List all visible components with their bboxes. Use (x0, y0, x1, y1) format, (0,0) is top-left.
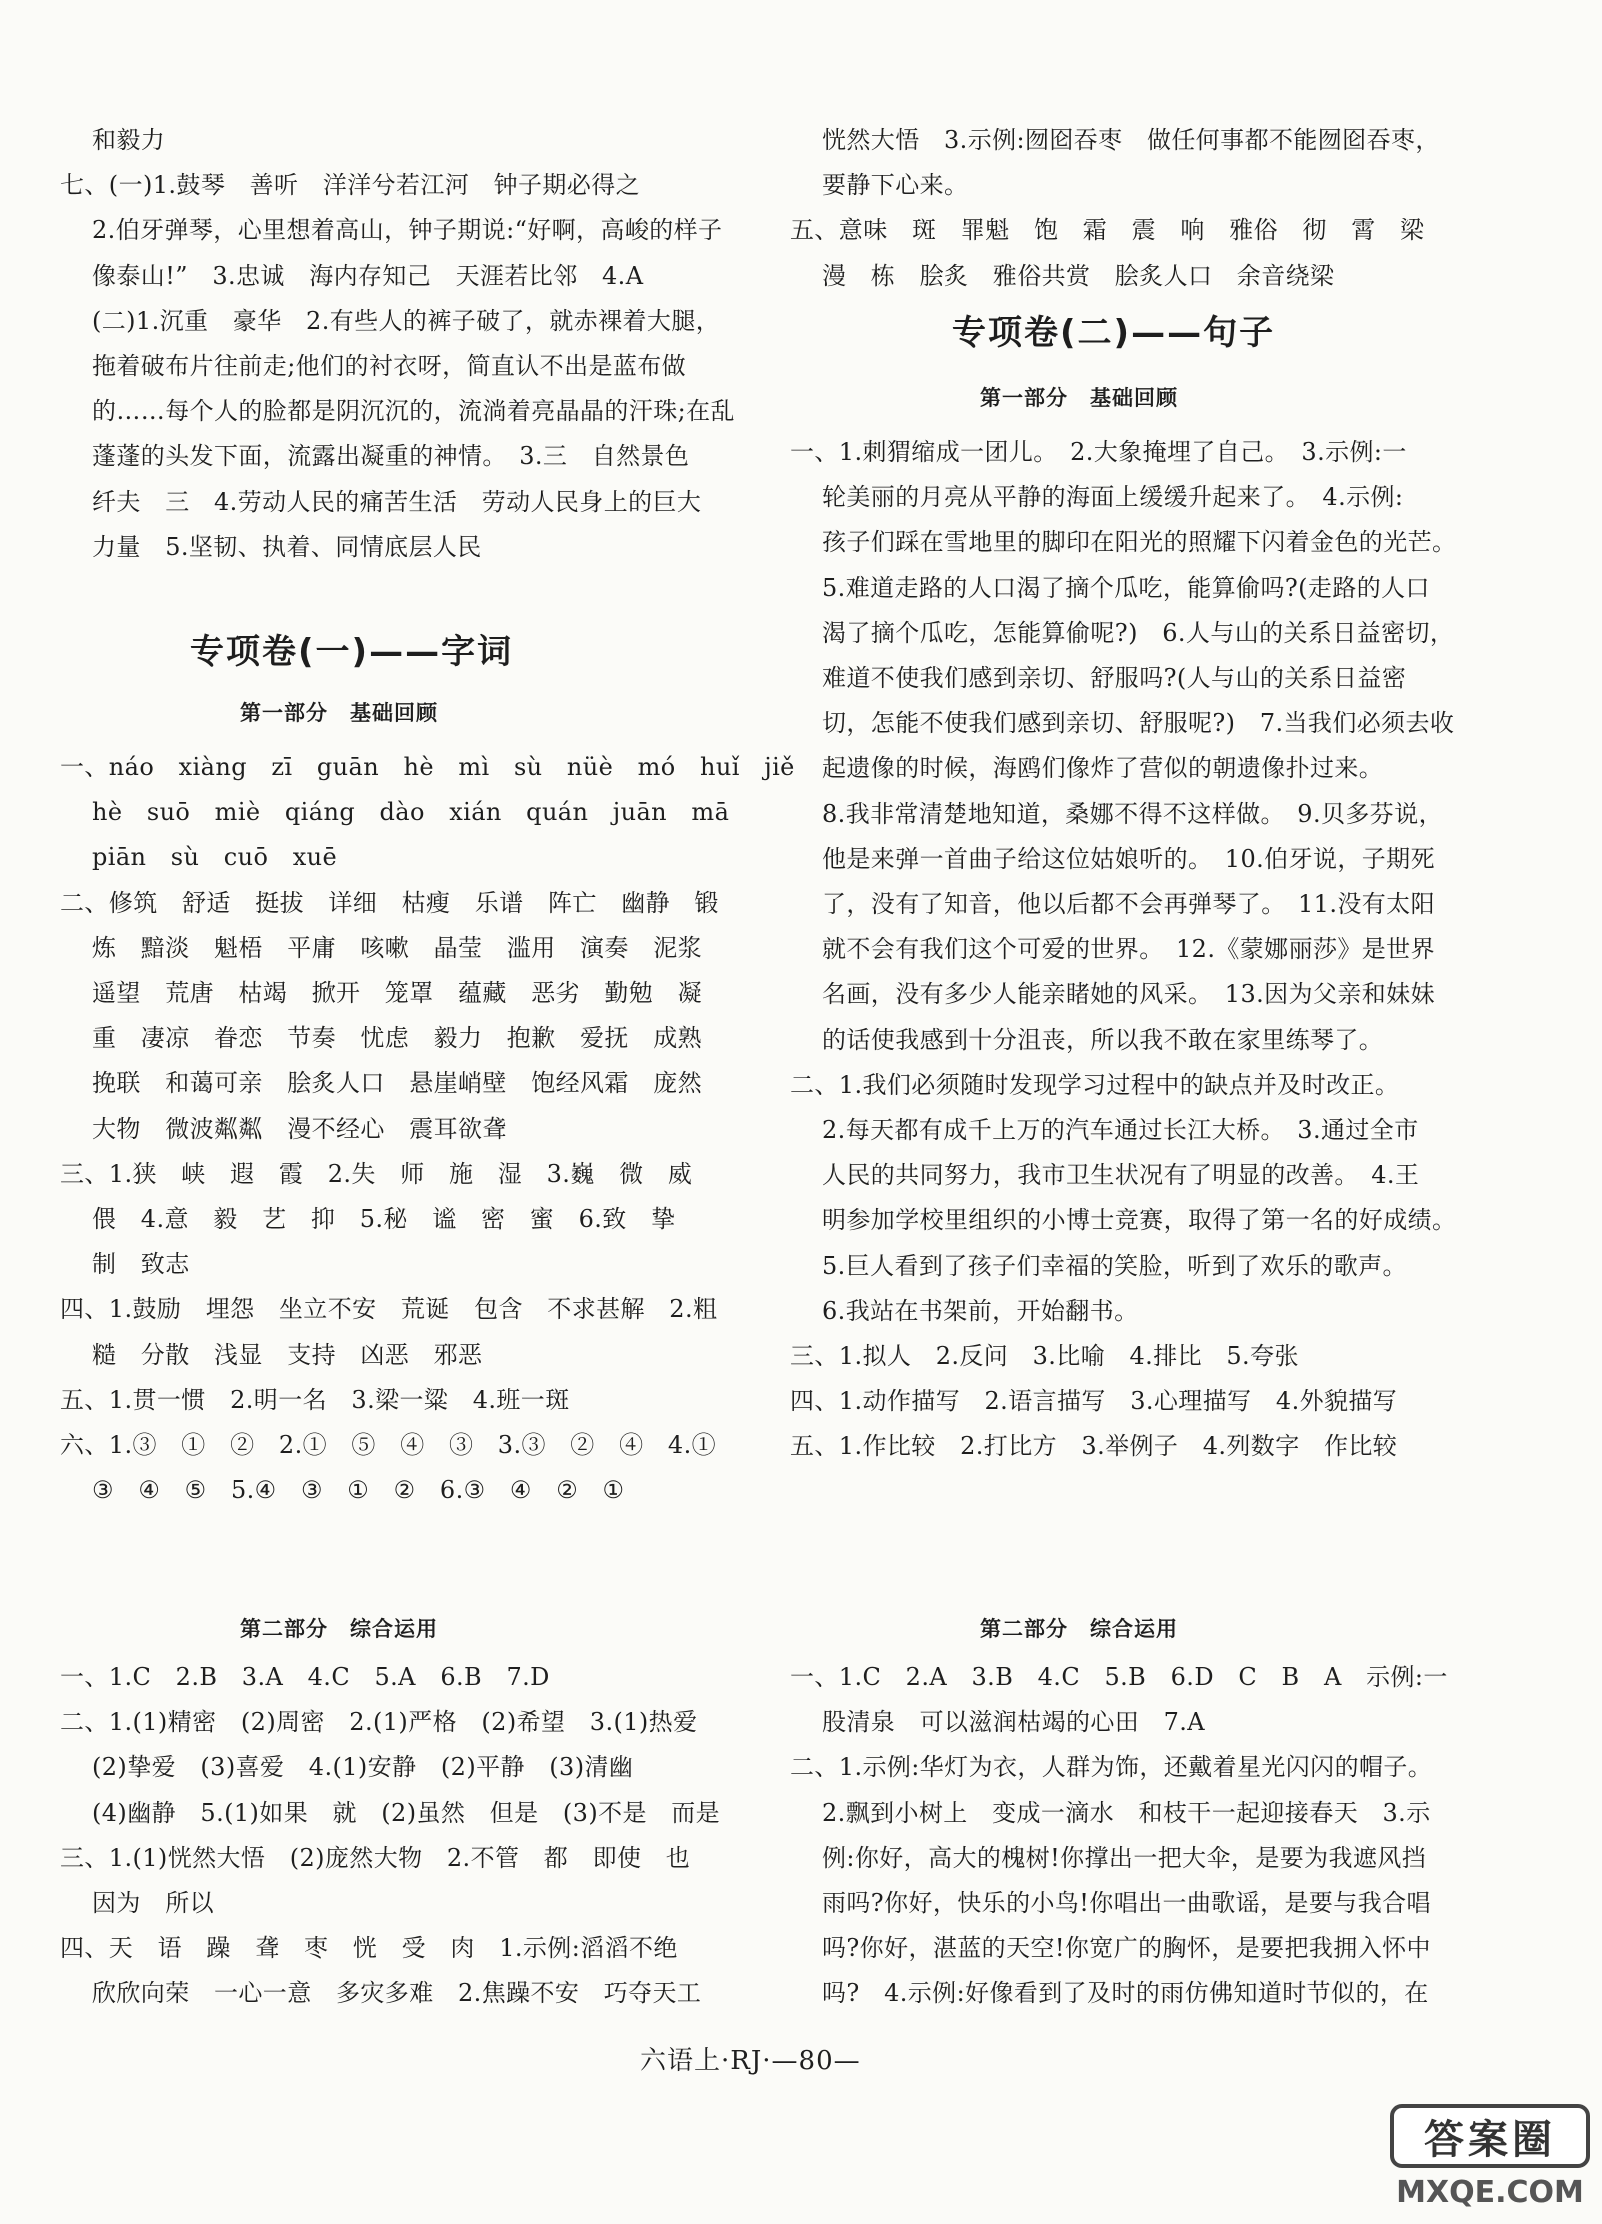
text-line: 的……每个人的脸都是阴沉沉的，流淌着亮晶晶的汗珠;在乱 (92, 397, 735, 425)
text-line: 8.我非常清楚地知道，桑娜不得不这样做。 9.贝多芬说， (822, 800, 1443, 828)
text-line: 他是来弹一首曲子给这位姑娘听的。 10.伯牙说，子期死 (822, 845, 1435, 873)
text-line: 炼 黯淡 魁梧 平庸 咳嗽 晶莹 滥用 演奏 泥浆 (92, 934, 702, 962)
text-line: 四、1.鼓励 埋怨 坐立不安 荒诞 包含 不求甚解 2.粗 (60, 1295, 718, 1323)
watermark-logo (1390, 2104, 1590, 2214)
text-line: 五、1.贯一惯 2.明一名 3.梁一粱 4.班一斑 (60, 1386, 570, 1414)
text-line: 股清泉 可以滋润枯竭的心田 7.A (822, 1708, 1206, 1736)
text-line: piān sù cuō xuē (92, 843, 338, 871)
text-line: (4)幽静 5.(1)如果 就 (2)虽然 但是 (3)不是 而是 (92, 1799, 721, 1827)
text-line: 四、天 语 躁 聋 枣 恍 受 肉 1.示例:滔滔不绝 (60, 1934, 678, 1962)
text-line: 挽联 和蔼可亲 脍炙人口 悬崖峭壁 饱经风霜 庞然 (92, 1069, 702, 1097)
text-line: 因为 所以 (92, 1889, 214, 1917)
section-title: 专项卷(一)——字词 (190, 632, 514, 672)
text-line: 5.难道走路的人口渴了摘个瓜吃，能算偷吗?(走路的人口 (822, 574, 1430, 602)
part-heading: 第一部分 基础回顾 (240, 701, 438, 725)
text-line: 蓬蓬的头发下面，流露出凝重的神情。 3.三 自然景色 (92, 442, 690, 470)
text-line: hè suō miè qiáng dào xián quán juān mā (92, 798, 730, 826)
text-line: 人民的共同努力，我市卫生状况有了明显的改善。 4.王 (822, 1161, 1420, 1189)
text-line: 孩子们踩在雪地里的脚印在阳光的照耀下闪着金色的光芒。 (822, 528, 1457, 556)
text-line: 五、1.作比较 2.打比方 3.举例子 4.列数字 作比较 (790, 1432, 1398, 1460)
text-line: 恍然大悟 3.示例:囫囵吞枣 做任何事都不能囫囵吞枣， (822, 126, 1440, 154)
text-line: 二、1.示例:华灯为衣，人群为饰，还戴着星光闪闪的帽子。 (790, 1753, 1433, 1781)
text-line: (2)挚爱 (3)喜爱 4.(1)安静 (2)平静 (3)清幽 (92, 1753, 634, 1781)
text-line: 5.巨人看到了孩子们幸福的笑脸，听到了欢乐的歌声。 (822, 1252, 1407, 1280)
text-line: 一、1.C 2.B 3.A 4.C 5.A 6.B 7.D (60, 1663, 550, 1691)
text-line: 遥望 荒唐 枯竭 掀开 笼罩 蕴藏 恶劣 勤勉 凝 (92, 979, 702, 1007)
text-line: 吗?你好，湛蓝的天空!你宽广的胸怀，是要把我拥入怀中 (822, 1934, 1431, 1962)
text-line: 起遗像的时候，海鸥们像炸了营似的朝遗像扑过来。 (822, 754, 1384, 782)
text-line: 轮美丽的月亮从平静的海面上缓缓升起来了。 4.示例: (822, 483, 1404, 511)
text-line: 一、1.刺猬缩成一团儿。 2.大象掩埋了自己。 3.示例:一 (790, 438, 1407, 466)
part-heading: 第一部分 基础回顾 (980, 386, 1178, 410)
text-line: 明参加学校里组织的小博士竞赛，取得了第一名的好成绩。 (822, 1206, 1457, 1234)
text-line: 二、1.(1)精密 (2)周密 2.(1)严格 (2)希望 3.(1)热爱 (60, 1708, 698, 1736)
text-line: 名画，没有多少人能亲睹她的风采。 13.因为父亲和妹妹 (822, 980, 1435, 1008)
text-line: 例:你好，高大的槐树!你撑出一把大伞，是要为我遮风挡 (822, 1844, 1427, 1872)
text-line: 二、修筑 舒适 挺拔 详细 枯瘦 乐谱 阵亡 幽静 锻 (60, 889, 719, 917)
text-line: 像泰山!” 3.忠诚 海内存知己 天涯若比邻 4.A (92, 262, 644, 290)
text-line: 渴了摘个瓜吃，怎能算偷呢?) 6.人与山的关系日益密切， (822, 619, 1455, 647)
text-line: 五、意味 斑 罪魁 饱 霜 震 响 雅俗 彻 霄 梁 (790, 216, 1425, 244)
text-line: 七、(一)1.鼓琴 善听 洋洋兮若江河 钟子期必得之 (60, 171, 641, 199)
text-line: 一、náo xiàng zī guān hè mì sù nüè mó huǐ jiě (60, 753, 795, 781)
text-line: 制 致志 (92, 1250, 190, 1278)
watermark-logo-mark: 答案圈 (1390, 2104, 1590, 2168)
text-line: 切，怎能不使我们感到亲切、舒服呢?) 7.当我们必须去收 (822, 709, 1455, 737)
text-line: 纤夫 三 4.劳动人民的痛苦生活 劳动人民身上的巨大 (92, 488, 702, 516)
text-line: 三、1.(1)恍然大悟 (2)庞然大物 2.不管 都 即使 也 (60, 1844, 691, 1872)
text-line: 的话使我感到十分沮丧，所以我不敢在家里练琴了。 (822, 1026, 1384, 1054)
text-line: 2.每天都有成千上万的汽车通过长江大桥。 3.通过全市 (822, 1116, 1419, 1144)
section-title: 专项卷(二)——句子 (952, 313, 1276, 353)
text-line: 一、1.C 2.A 3.B 4.C 5.B 6.D C B A 示例:一 (790, 1663, 1448, 1691)
text-line: 三、1.拟人 2.反问 3.比喻 4.排比 5.夸张 (790, 1342, 1299, 1370)
text-line: 三、1.狭 峡 遐 霞 2.失 师 施 湿 3.巍 微 威 (60, 1160, 693, 1188)
page-footer: 六语上·RJ·—80— (640, 2046, 861, 2076)
text-line: 了，没有了知音，他以后都不会再弹琴了。 11.没有太阳 (822, 890, 1435, 918)
text-line: 二、1.我们必须随时发现学习过程中的缺点并及时改正。 (790, 1071, 1400, 1099)
text-line: 偎 4.意 毅 艺 抑 5.秘 谧 密 蜜 6.致 挚 (92, 1205, 676, 1233)
part-heading: 第二部分 综合运用 (240, 1617, 438, 1641)
text-line: ③ ④ ⑤ 5.④ ③ ① ② 6.③ ④ ② ① (92, 1476, 625, 1504)
text-line: 6.我站在书架前，开始翻书。 (822, 1297, 1139, 1325)
text-line: 雨吗?你好，快乐的小鸟!你唱出一曲歌谣，是要与我合唱 (822, 1889, 1431, 1917)
text-line: (二)1.沉重 豪华 2.有些人的裤子破了，就赤裸着大腿， (92, 307, 721, 335)
text-line: 和毅力 (92, 126, 166, 154)
watermark-logo-site: MXQE.COM (1396, 2175, 1584, 2210)
part-heading: 第二部分 综合运用 (980, 1617, 1178, 1641)
text-line: 四、1.动作描写 2.语言描写 3.心理描写 4.外貌描写 (790, 1387, 1398, 1415)
text-line: 力量 5.坚韧、执着、同情底层人民 (92, 533, 482, 561)
text-line: 拖着破布片往前走;他们的衬衣呀，简直认不出是蓝布做 (92, 352, 687, 380)
text-line: 吗? 4.示例:好像看到了及时的雨仿佛知道时节似的，在 (822, 1979, 1429, 2007)
text-line: 难道不使我们感到亲切、舒服吗?(人与山的关系日益密 (822, 664, 1407, 692)
text-line: 要静下心来。 (822, 171, 969, 199)
text-line: 漫 栋 脍炙 雅俗共赏 脍炙人口 余音绕梁 (822, 262, 1335, 290)
text-line: 大物 微波粼粼 漫不经心 震耳欲聋 (92, 1115, 507, 1143)
text-line: 六、1.③ ① ② 2.① ⑤ ④ ③ 3.③ ② ④ 4.① (60, 1431, 716, 1459)
text-line: 糙 分散 浅显 支持 凶恶 邪恶 (92, 1341, 483, 1369)
text-line: 重 凄凉 眷恋 节奏 忧虑 毅力 抱歉 爱抚 成熟 (92, 1024, 702, 1052)
text-line: 2.飘到小树上 变成一滴水 和枝干一起迎接春天 3.示 (822, 1799, 1431, 1827)
text-line: 欣欣向荣 一心一意 多灾多难 2.焦躁不安 巧夺天工 (92, 1979, 702, 2007)
text-line: 就不会有我们这个可爱的世界。 12.《蒙娜丽莎》是世界 (822, 935, 1435, 963)
text-line: 2.伯牙弹琴，心里想着高山，钟子期说:“好啊，高峻的样子 (92, 216, 723, 244)
